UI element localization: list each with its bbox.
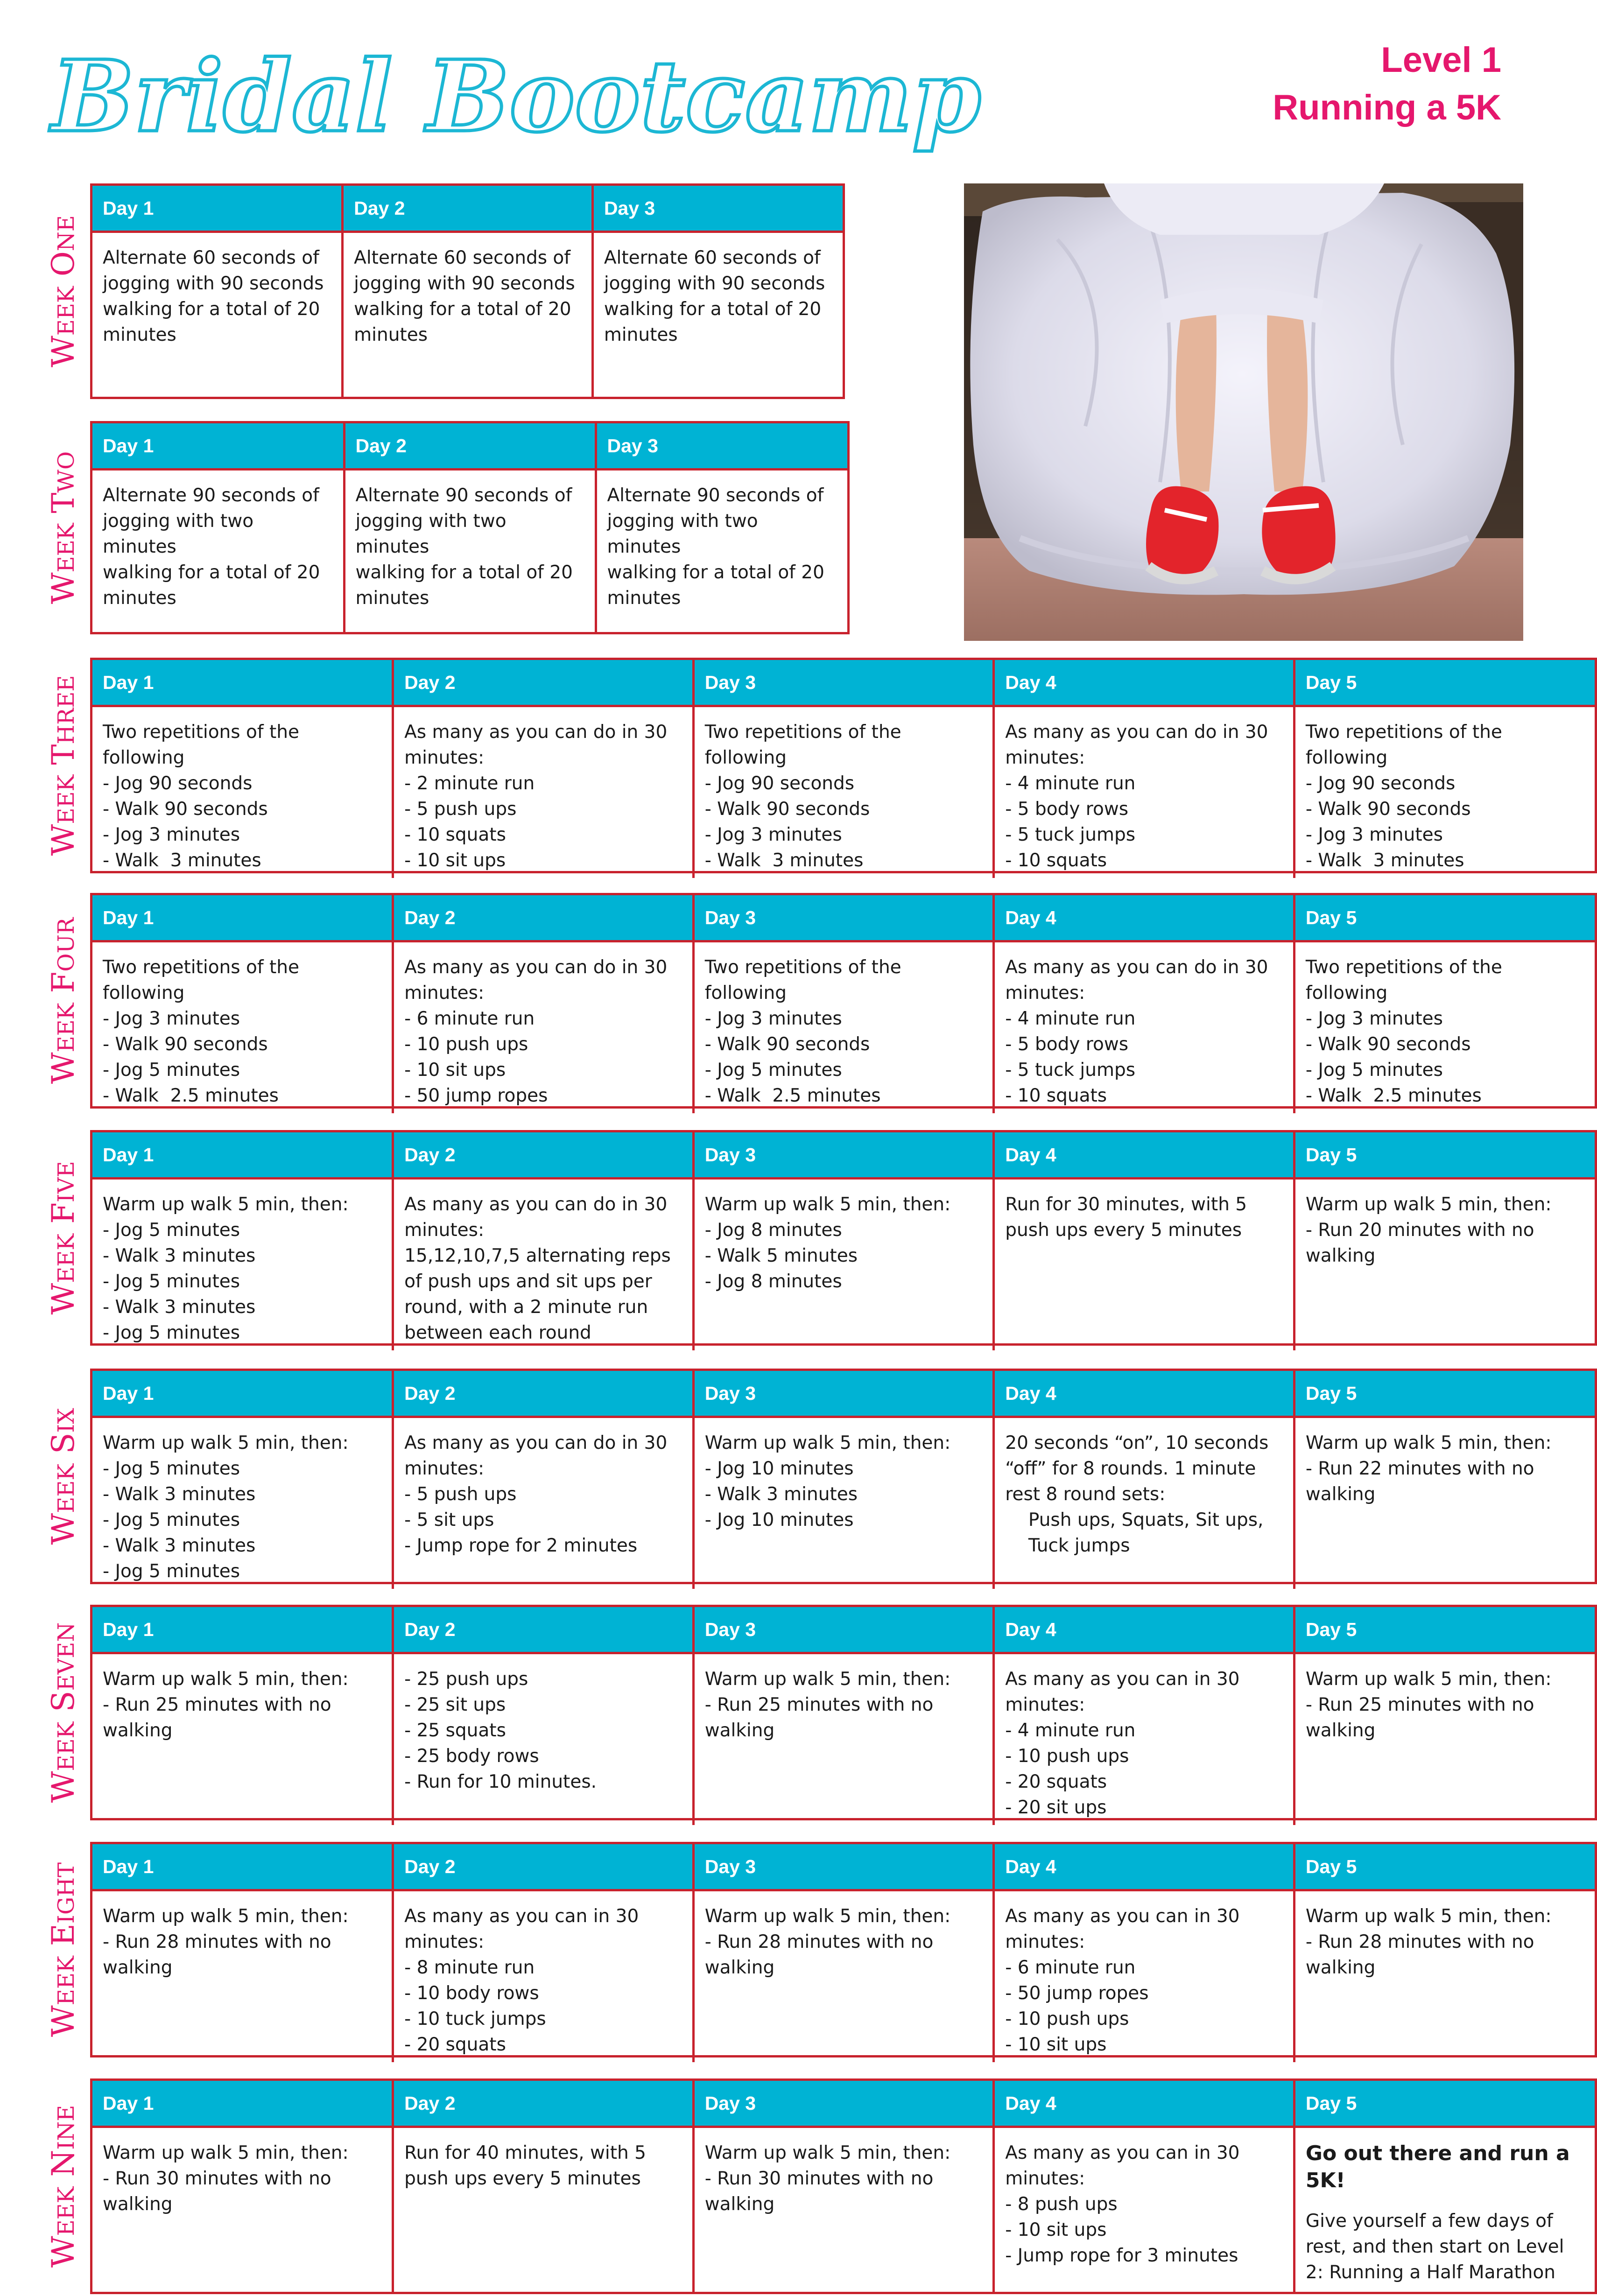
final-callout: Go out there and run a 5K!	[1305, 2142, 1570, 2192]
day-content-row	[92, 1179, 1595, 1351]
day-workout: As many as you can do in 30 minutes: 15,12,10,7,5 alternating reps of push ups and sit ups per round, with a 2 minute run between each round	[393, 1179, 694, 1351]
day-workout: Warm up walk 5 min, then: - Run 25 minutes with no walking	[1305, 1669, 1552, 1741]
day-header: Day 5	[1294, 660, 1595, 706]
week-label-text: WEEK FIVE	[45, 1161, 81, 1315]
day-workout: Warm up walk 5 min, then: - Jog 5 minutes - Walk 3 minutes - Jog 5 minutes - Walk 3 minutes - Jog 5 minutes	[92, 1417, 393, 1589]
day-header: Day 3	[693, 1844, 994, 1890]
week-label-week-six	[37, 1369, 84, 1584]
day-header: Day 4	[994, 660, 1294, 706]
day-content-row	[92, 1653, 1595, 1826]
week-table-week-eight	[90, 1842, 1597, 2057]
day-header: Day 2	[393, 2081, 694, 2127]
day-workout: Alternate 60 seconds of jogging with 90 seconds walking for a total of 20 minutes	[604, 247, 825, 345]
day-content-row	[92, 470, 847, 632]
day-header: Day 3	[693, 1132, 994, 1179]
day-header: Day 5	[1294, 895, 1595, 941]
day-content-row	[92, 706, 1595, 878]
week-label-week-three	[37, 658, 84, 873]
day-header: Day 1	[92, 423, 344, 470]
day-workout: Warm up walk 5 min, then: - Jog 10 minutes - Walk 3 minutes - Jog 10 minutes	[693, 1417, 994, 1589]
day-header: Day 5	[1294, 1607, 1595, 1653]
day-content-row	[92, 2127, 1595, 2292]
day-header: Day 4	[994, 1844, 1294, 1890]
day-workout: As many as you can do in 30 minutes: - 4 minute run - 5 body rows - 5 tuck jumps - 10 squats	[994, 941, 1294, 1114]
day-workout: As many as you can do in 30 minutes: - 6 minute run - 10 push ups - 10 sit ups - 50 jump ropes	[393, 941, 694, 1114]
day-header: Day 5	[1294, 2081, 1595, 2127]
day-workout: Warm up walk 5 min, then: - Run 22 minutes with no walking	[1305, 1432, 1552, 1505]
week-table-week-three	[90, 658, 1597, 873]
day-workout: Warm up walk 5 min, then: - Run 20 minutes with no walking	[1305, 1194, 1552, 1266]
week-table-week-nine	[90, 2078, 1597, 2294]
day-workout: Run for 30 minutes, with 5 push ups every 5 minutes	[994, 1179, 1294, 1351]
week-table-week-one	[90, 183, 845, 399]
day-workout: 20 seconds “on”, 10 seconds “off” for 8 rounds. 1 minute rest 8 round sets: Push ups, Squats, Sit ups, Tuck jumps	[994, 1417, 1294, 1589]
day-header: Day 2	[393, 1844, 694, 1890]
day-content-row	[92, 1890, 1595, 2063]
day-content-row	[92, 232, 843, 397]
schedule-table	[92, 2081, 1595, 2292]
day-header: Day 2	[343, 186, 593, 232]
week-label-week-one	[37, 183, 84, 399]
day-workout: Run for 40 minutes, with 5 push ups every 5 minutes	[393, 2127, 694, 2292]
day-workout: Alternate 60 seconds of jogging with 90 seconds walking for a total of 20 minutes	[343, 232, 593, 397]
day-header: Day 5	[1294, 1844, 1595, 1890]
week-label-text: WEEK NINE	[45, 2105, 81, 2268]
day-header: Day 2	[344, 423, 596, 470]
week-label-week-eight	[37, 1842, 84, 2057]
day-header-row	[92, 660, 1595, 706]
day-workout: Warm up walk 5 min, then: - Run 30 minutes with no walking	[693, 2127, 994, 2292]
day-header: Day 2	[393, 1371, 694, 1417]
schedule-table	[92, 1371, 1595, 1589]
day-header: Day 3	[596, 423, 847, 470]
day-header: Day 3	[693, 1371, 994, 1417]
level-subtitle: Running a 5K	[1273, 88, 1501, 127]
day-header: Day 3	[693, 1607, 994, 1653]
week-label-week-four	[37, 893, 84, 1109]
day-workout: Warm up walk 5 min, then: - Jog 5 minutes - Walk 3 minutes - Jog 5 minutes - Walk 3 minutes - Jog 5 minutes	[92, 1179, 393, 1351]
day-workout: Warm up walk 5 min, then: - Run 30 minutes with no walking	[92, 2127, 393, 2292]
day-workout	[1294, 2127, 1595, 2292]
day-workout: Warm up walk 5 min, then: - Jog 8 minutes - Walk 5 minutes - Jog 8 minutes	[693, 1179, 994, 1351]
day-header-row	[92, 1607, 1595, 1653]
week-label-text: WEEK SEVEN	[45, 1622, 81, 1803]
day-header: Day 2	[393, 1607, 694, 1653]
day-workout: Warm up walk 5 min, then: - Run 25 minutes with no walking	[92, 1653, 393, 1826]
schedule-table	[92, 895, 1595, 1113]
week-label-text: WEEK FOUR	[45, 917, 81, 1084]
day-header: Day 1	[92, 895, 393, 941]
day-header: Day 1	[92, 186, 343, 232]
week-table-week-six	[90, 1369, 1597, 1584]
day-workout: As many as you can do in 30 minutes: - 4 minute run - 5 body rows - 5 tuck jumps - 10 squats	[994, 706, 1294, 878]
week-label-text: WEEK THREE	[45, 675, 81, 856]
day-header: Day 1	[92, 2081, 393, 2127]
day-content-row	[92, 941, 1595, 1114]
week-label-week-two	[37, 421, 84, 634]
day-workout: Warm up walk 5 min, then: - Run 28 minutes with no walking	[693, 1890, 994, 2063]
day-header: Day 4	[994, 1371, 1294, 1417]
day-header: Day 1	[92, 1607, 393, 1653]
day-workout: As many as you can in 30 minutes: - 8 minute run - 10 body rows - 10 tuck jumps - 20 squats	[393, 1890, 694, 2063]
day-header-row	[92, 2081, 1595, 2127]
day-header: Day 3	[693, 660, 994, 706]
bride-sneakers-photo	[964, 183, 1523, 641]
schedule-table	[92, 423, 847, 632]
day-workout: Warm up walk 5 min, then: - Run 28 minutes with no walking	[92, 1890, 393, 2063]
week-table-week-four	[90, 893, 1597, 1109]
day-header: Day 5	[1294, 1132, 1595, 1179]
day-workout: As many as you can in 30 minutes: - 6 minute run - 50 jump ropes - 10 push ups - 10 sit ups	[994, 1890, 1294, 2063]
day-workout: Alternate 60 seconds of jogging with 90 seconds walking for a total of 20 minutes	[92, 232, 343, 397]
day-header: Day 1	[92, 660, 393, 706]
day-workout: Two repetitions of the following - Jog 3 minutes - Walk 90 seconds - Jog 5 minutes - Walk 2.5 minutes	[1305, 957, 1502, 1106]
day-workout: As many as you can in 30 minutes: - 4 minute run - 10 push ups - 20 squats - 20 sit ups	[994, 1653, 1294, 1826]
day-workout: Two repetitions of the following - Jog 3 minutes - Walk 90 seconds - Jog 5 minutes - Walk 2.5 minutes	[92, 941, 393, 1114]
day-header: Day 4	[994, 2081, 1294, 2127]
day-header: Day 4	[994, 1607, 1294, 1653]
day-workout: Alternate 90 seconds of jogging with two minutes walking for a total of 20 minutes	[344, 470, 596, 632]
day-header: Day 1	[92, 1132, 393, 1179]
day-header: Day 1	[92, 1371, 393, 1417]
week-label-text: WEEK EIGHT	[45, 1862, 81, 2037]
day-workout: As many as you can do in 30 minutes: - 5 push ups - 5 sit ups - Jump rope for 2 minutes	[393, 1417, 694, 1589]
day-header: Day 3	[592, 186, 843, 232]
day-header-row	[92, 1844, 1595, 1890]
week-label-week-nine	[37, 2078, 84, 2294]
day-content-row	[92, 1417, 1595, 1589]
day-workout: Warm up walk 5 min, then: - Run 28 minutes with no walking	[1305, 1906, 1552, 1978]
day-header: Day 3	[693, 2081, 994, 2127]
day-workout: Two repetitions of the following - Jog 90 seconds - Walk 90 seconds - Jog 3 minutes - Walk 3 minutes	[92, 706, 393, 878]
day-header: Day 3	[693, 895, 994, 941]
day-header-row	[92, 1132, 1595, 1179]
day-workout: As many as you can in 30 minutes: - 8 push ups - 10 sit ups - Jump rope for 3 minutes	[994, 2127, 1294, 2292]
week-table-week-seven	[90, 1605, 1597, 1820]
week-label-text: WEEK TWO	[45, 451, 81, 604]
day-header-row	[92, 423, 847, 470]
day-header: Day 2	[393, 1132, 694, 1179]
level-label: Level 1	[1381, 40, 1501, 80]
day-header: Day 5	[1294, 1371, 1595, 1417]
final-note: Give yourself a few days of rest, and then start on Level 2: Running a Half Marathon	[1305, 2211, 1564, 2283]
day-header: Day 4	[994, 1132, 1294, 1179]
week-label-text: WEEK ONE	[45, 215, 81, 367]
day-workout: Two repetitions of the following - Jog 90 seconds - Walk 90 seconds - Jog 3 minutes - Walk 3 minutes	[693, 706, 994, 878]
schedule-table	[92, 1607, 1595, 1825]
day-header-row	[92, 186, 843, 232]
week-label-week-seven	[37, 1605, 84, 1820]
schedule-table	[92, 1132, 1595, 1350]
day-workout: Alternate 90 seconds of jogging with two minutes walking for a total of 20 minutes	[92, 470, 344, 632]
week-table-week-five	[90, 1130, 1597, 1346]
day-header-row	[92, 895, 1595, 941]
schedule-table	[92, 186, 843, 397]
schedule-table	[92, 660, 1595, 878]
week-table-week-two	[90, 421, 850, 634]
day-header: Day 4	[994, 895, 1294, 941]
title-text: Bridal Bootcamp	[51, 39, 981, 154]
day-workout: Two repetitions of the following - Jog 3 minutes - Walk 90 seconds - Jog 5 minutes - Walk 2.5 minutes	[693, 941, 994, 1114]
page-title	[47, 28, 981, 168]
day-header-row	[92, 1371, 1595, 1417]
day-workout: - 25 push ups - 25 sit ups - 25 squats - 25 body rows - Run for 10 minutes.	[393, 1653, 694, 1826]
day-header: Day 2	[393, 895, 694, 941]
day-workout: Alternate 90 seconds of jogging with two minutes walking for a total of 20 minutes	[607, 485, 824, 609]
day-header: Day 2	[393, 660, 694, 706]
week-label-week-five	[37, 1130, 84, 1346]
level-heading	[1273, 36, 1501, 132]
week-label-text: WEEK SIX	[45, 1408, 81, 1545]
day-workout: Warm up walk 5 min, then: - Run 25 minutes with no walking	[693, 1653, 994, 1826]
day-workout: As many as you can do in 30 minutes: - 2 minute run - 5 push ups - 10 squats - 10 sit ups	[393, 706, 694, 878]
day-header: Day 1	[92, 1844, 393, 1890]
day-workout: Two repetitions of the following - Jog 90 seconds - Walk 90 seconds - Jog 3 minutes - Walk 3 minutes	[1305, 722, 1502, 871]
schedule-table	[92, 1844, 1595, 2062]
